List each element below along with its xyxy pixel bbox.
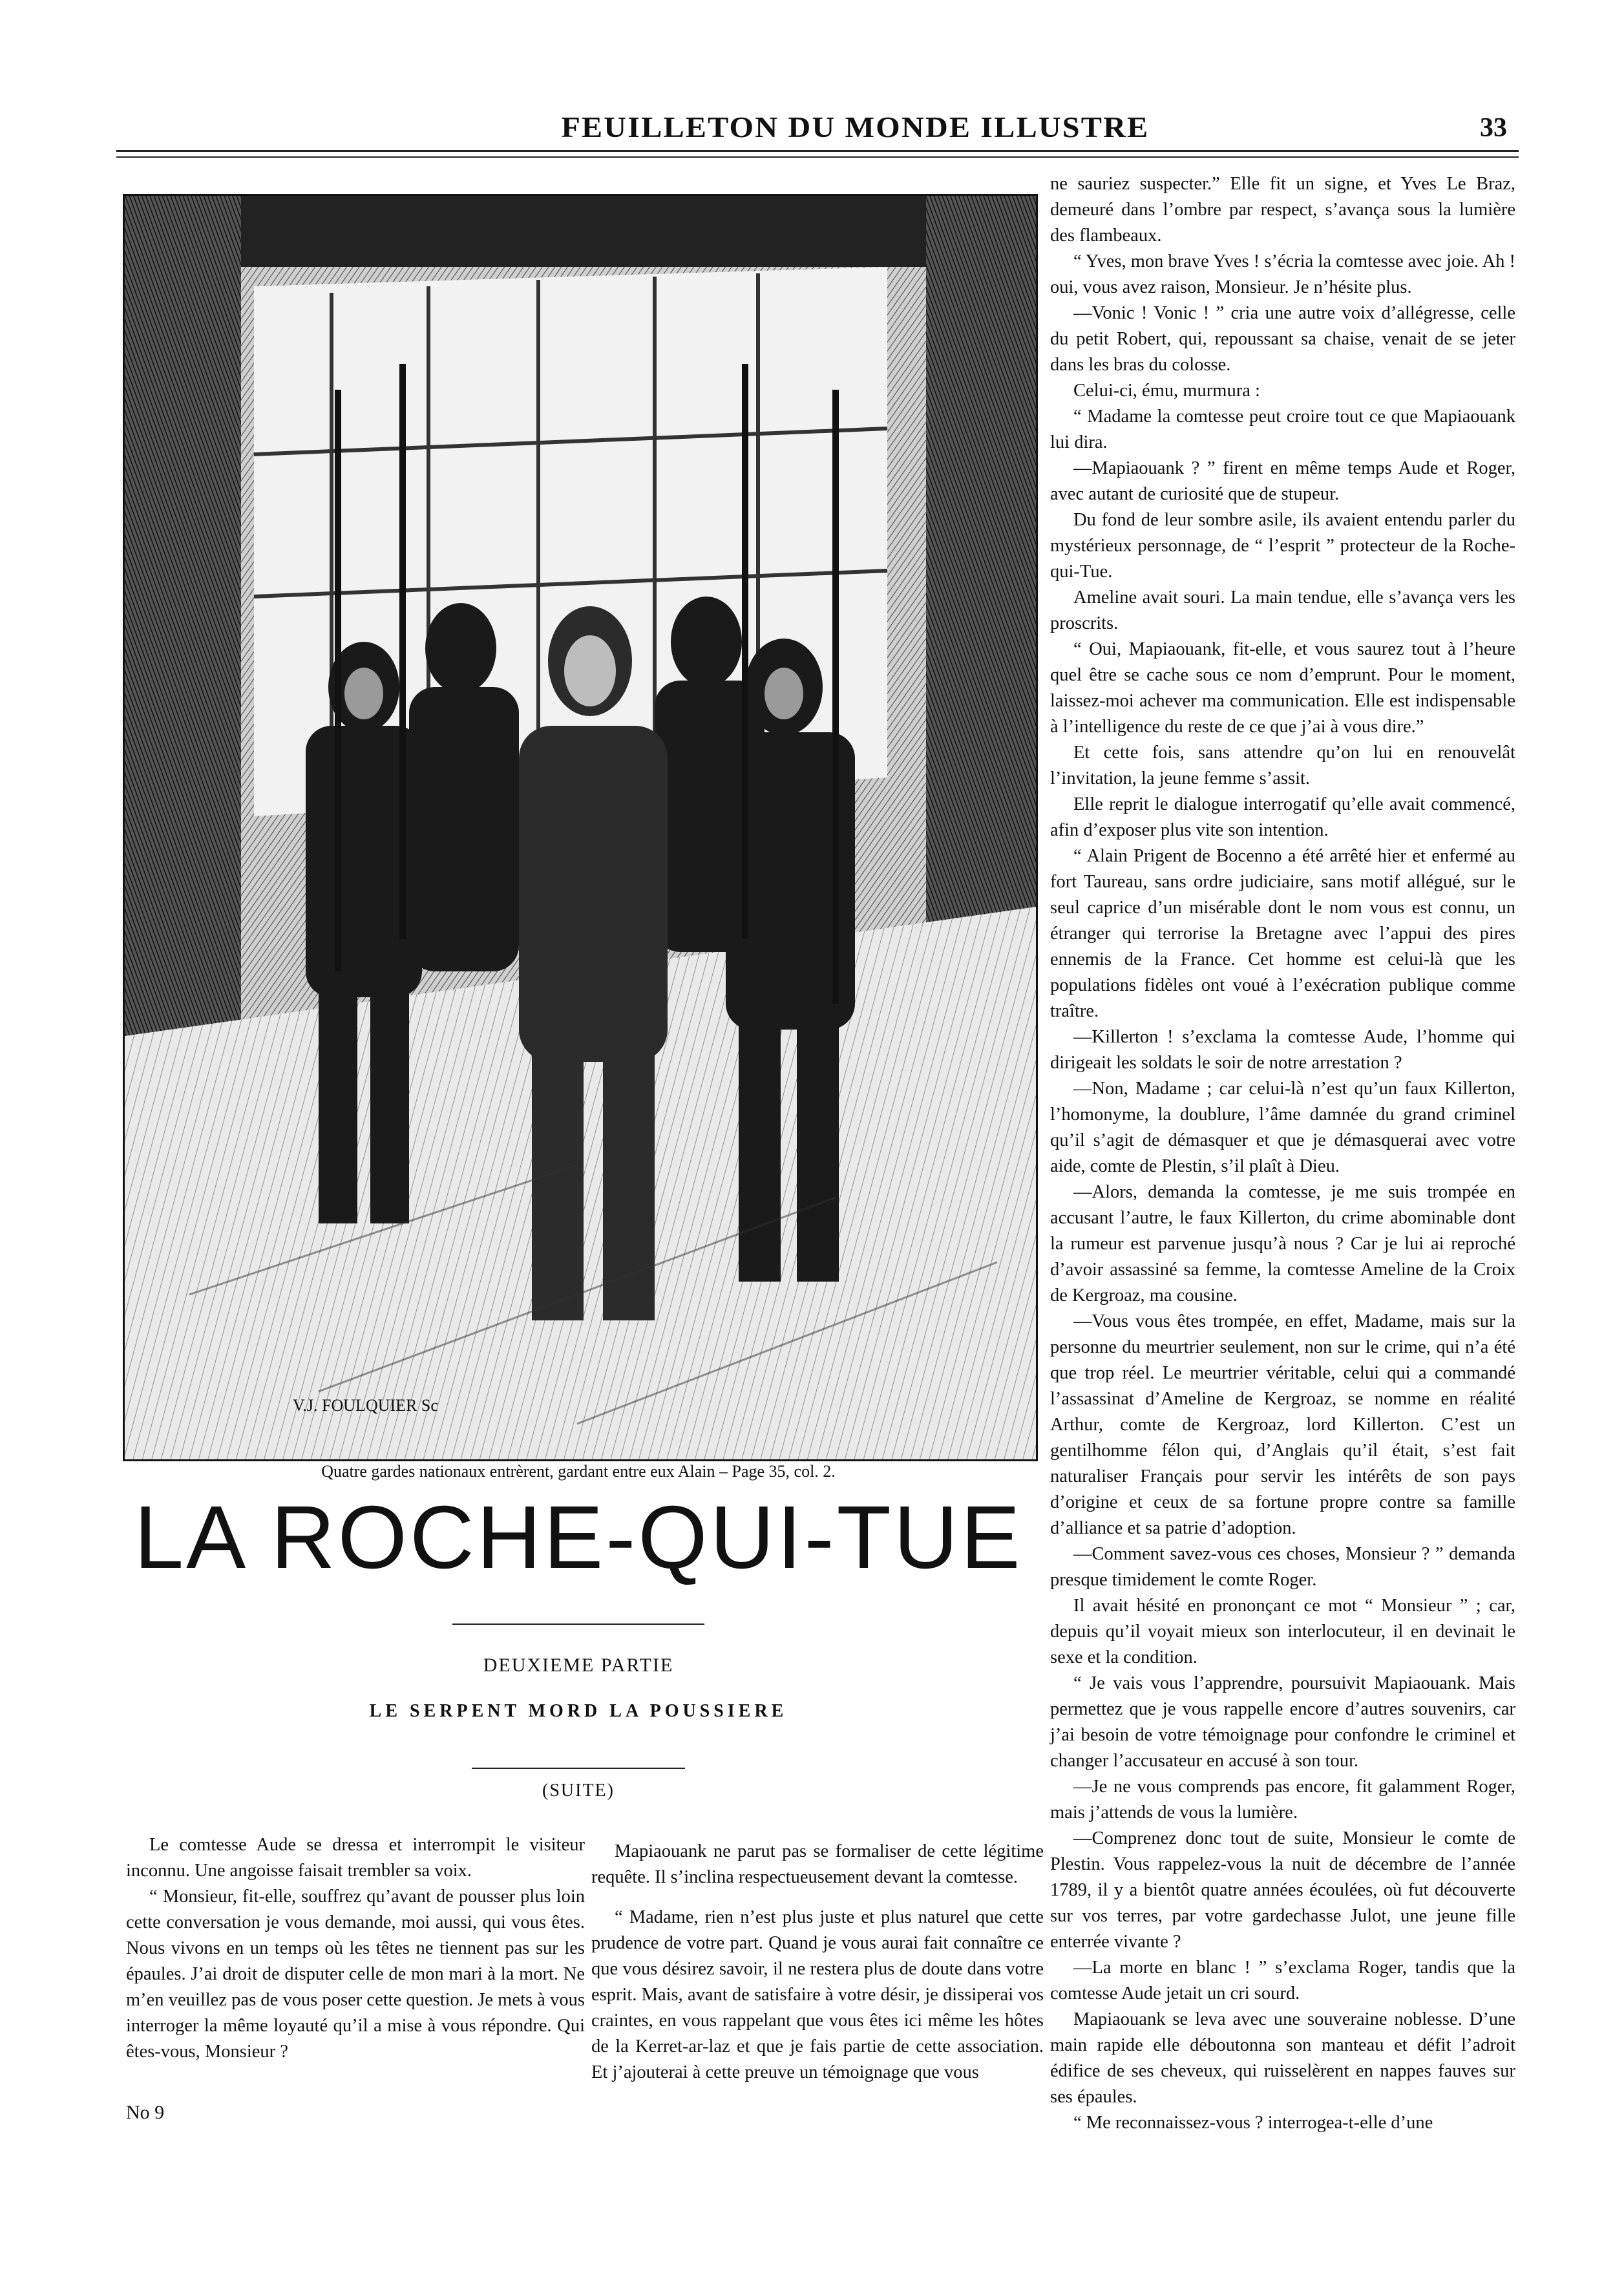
paragraph: Elle reprit le dialogue interrogatif qu’elle avait commencé, afin d’exposer plus vite son intention. xyxy=(1050,794,1515,840)
paragraph: —Vous vous êtes trompée, en effet, Madame, mais sur la personne du meurtrier seulement, non sur le crime, qui n’a été que trop réel. Le meurtrier véritable, celui qui a commandé l’assassinat d’Ameline de Kergroaz, se nomme en réalité Arthur, comte de Kergroaz, lord Killerton. C’est un gentilhomme félon qui, d’Anglais qu’il était, s’est fait naturaliser Français pour servir les intérêts de son pays d’origine et ceux de sa fortune propre contre sa famille d’alliance et sa patrie d’adoption. xyxy=(1050,1311,1515,1538)
paragraph: —Comprenez donc tout de suite, Monsieur le comte de Plestin. Vous rappelez-vous la nuit de décembre de l’année 1789, il y a bientôt quatre années écoulées, où fut découverte sur vos terres, par votre gardechasse Julot, une jeune fille enterrée vivante ? xyxy=(1050,1828,1515,1952)
running-head xyxy=(0,110,1624,155)
paragraph: —Non, Madame ; car celui-là n’est qu’un faux Killerton, l’homonyme, la doublure, l’âme damnée du grand criminel qu’il s’agit de démasquer et que je démasquerai avec votre aide, comte de Plestin, s’il plaît à Dieu. xyxy=(1050,1079,1515,1176)
story-title: LA ROCHE-QUI-TUE xyxy=(134,1488,1023,1587)
paragraph: —Comment savez-vous ces choses, Monsieur ? ” demanda presque timidement le comte Roger. xyxy=(1050,1544,1515,1590)
paragraph: Ameline avait souri. La main tendue, elle s’avança vers les proscrits. xyxy=(1050,587,1515,633)
paragraph: Il avait hésité en prononçant ce mot “ Monsieur ” ; car, depuis qu’il voyait mieux son interlocuteur, il en devinait le sexe et la condition. xyxy=(1050,1596,1515,1667)
header-rule-bottom xyxy=(116,156,1519,158)
engraving-drawing xyxy=(125,196,1036,1459)
paragraph: ne sauriez suspecter.” Elle fit un signe, et Yves Le Braz, demeuré dans l’ombre par respect, s’avança sous la lumière des flambeaux. xyxy=(1050,174,1515,246)
engraver-signature: V.J. FOULQUIER Sc xyxy=(293,1396,438,1415)
issue-number: No 9 xyxy=(126,2102,165,2123)
paragraph: —Alors, demanda la comtesse, je me suis trompée en accusant l’autre, le faux Killerton, du crime abominable dont la rumeur est parvenue jusqu’à nous ? Car je lui ai reproché d’avoir assassiné sa femme, la comtesse Ameline de la Croix de Kergroaz, ma cousine. xyxy=(1050,1182,1515,1306)
paragraph: “ Oui, Mapiaouank, fit-elle, et vous saurez tout à l’heure quel être se cache sous ce nom d’emprunt. Pour le moment, laissez-moi achever ma communication. Elle est indispensable à l’intelligence du reste de ce que j’ai à vous dire.” xyxy=(1050,639,1515,737)
illustration-caption: Quatre gardes nationaux entrèrent, gardant entre eux Alain – Page 35, col. 2. xyxy=(321,1462,836,1481)
paragraph: “ Madame, rien n’est plus juste et plus naturel que cette prudence de votre part. Quand je vous aurai fait connaître ce que vous désirez savoir, il ne restera plus de doute dans votre esprit. Mais, avant de satisfaire à votre désir, je dissiperai vos craintes, en vous rappelant que vous êtes ici même les hôtes de la Kerret-ar-laz et que je fais partie de cette association. Et j’ajouterai à cette preuve un témoignage que vous xyxy=(591,1907,1044,2082)
paragraph: —Killerton ! s’exclama la comtesse Aude, l’homme qui dirigeait les soldats le soir de notre arrestation ? xyxy=(1050,1027,1515,1073)
text-column-right xyxy=(1050,171,1515,2136)
engraving-illustration xyxy=(123,194,1038,1461)
suite-label: (SUITE) xyxy=(542,1781,615,1801)
paragraph: “ Me reconnaissez-vous ? interrogea-t-elle d’une xyxy=(1073,2113,1433,2133)
paragraph: “ Monsieur, fit-elle, souffrez qu’avant de pousser plus loin cette conversation je vous demande, moi aussi, qui vous êtes. Nous vivons en un temps où les têtes ne tiennent pas sur les épaules. J’ai droit de disputer celle de mon mari à la mort. Ne m’en veuillez pas de vous poser cette question. Je mets à vous interroger la même loyauté qu’il a mise à vous répondre. Qui êtes-vous, Monsieur ? xyxy=(126,1887,585,2062)
paragraph: “ Alain Prigent de Bocenno a été arrêté hier et enfermé au fort Taureau, sans ordre judiciaire, sans motif allégué, sur le seul caprice d’un misérable dont le nom vous est connu, un étranger qui terrorise la Bretagne avec l’appui des pires ennemis de la France. Cet homme est celui-là que les populations fidèles ont voué à l’exécration publique comme traître. xyxy=(1050,846,1515,1021)
paragraph: “ Madame la comtesse peut croire tout ce que Mapiaouank lui dira. xyxy=(1050,407,1515,452)
header-rule-top xyxy=(116,150,1519,152)
paragraph: —Je ne vous comprends pas encore, fit galamment Roger, mais j’attends de vous la lumière. xyxy=(1050,1777,1515,1823)
page-number: 33 xyxy=(1480,113,1507,143)
paragraph: Mapiaouank ne parut pas se formaliser de cette légitime requête. Il s’inclina respectueusement devant la comtesse. xyxy=(591,1841,1044,1887)
paragraph: —La morte en blanc ! ” s’exclama Roger, tandis que la comtesse Aude jetait un cri sourd. xyxy=(1050,1958,1515,2004)
title-divider xyxy=(452,1623,704,1625)
subtitle-divider xyxy=(472,1768,685,1769)
text-column-middle xyxy=(591,1839,1044,2086)
text-column-left xyxy=(126,1832,585,2065)
paragraph: —Vonic ! Vonic ! ” cria une autre voix d’allégresse, celle du petit Robert, qui, repoussant sa chaise, venait de se jeter dans les bras du colosse. xyxy=(1050,303,1515,375)
paragraph: Mapiaouank se leva avec une souveraine noblesse. D’une main rapide elle déboutonna son manteau et défit l’adroit édifice de ses cheveux, qui ruisselèrent en nappes fauves sur ses épaules. xyxy=(1050,2009,1515,2107)
running-title: FEUILLETON DU MONDE ILLUSTRE xyxy=(561,111,1150,143)
paragraph: Celui-ci, ému, murmura : xyxy=(1073,381,1260,401)
paragraph: “ Je vais vous l’apprendre, poursuivit Mapiaouank. Mais permettez que je vous rappelle encore d’autres souvenirs, car j’ai besoin de votre témoignage pour confondre le criminel et changer l’accusateur en accusé à son tour. xyxy=(1050,1673,1515,1771)
paragraph: —Mapiaouank ? ” firent en même temps Aude et Roger, avec autant de curiosité que de stupeur. xyxy=(1050,458,1515,504)
paragraph: Et cette fois, sans attendre qu’on lui en renouvelât l’invitation, la jeune femme s’assit. xyxy=(1050,743,1515,788)
part-heading: DEUXIEME PARTIE xyxy=(483,1655,674,1676)
chapter-subtitle: LE SERPENT MORD LA POUSSIERE xyxy=(369,1701,788,1721)
paragraph: Du fond de leur sombre asile, ils avaient entendu parler du mystérieux personnage, de “ l’esprit ” protecteur de la Roche-qui-Tue. xyxy=(1050,510,1515,582)
paragraph: Le comtesse Aude se dressa et interrompit le visiteur inconnu. Une angoisse faisait trembler sa voix. xyxy=(126,1835,585,1881)
paragraph: “ Yves, mon brave Yves ! s’écria la comtesse avec joie. Ah ! oui, vous avez raison, Monsieur. Je n’hésite plus. xyxy=(1050,251,1515,297)
